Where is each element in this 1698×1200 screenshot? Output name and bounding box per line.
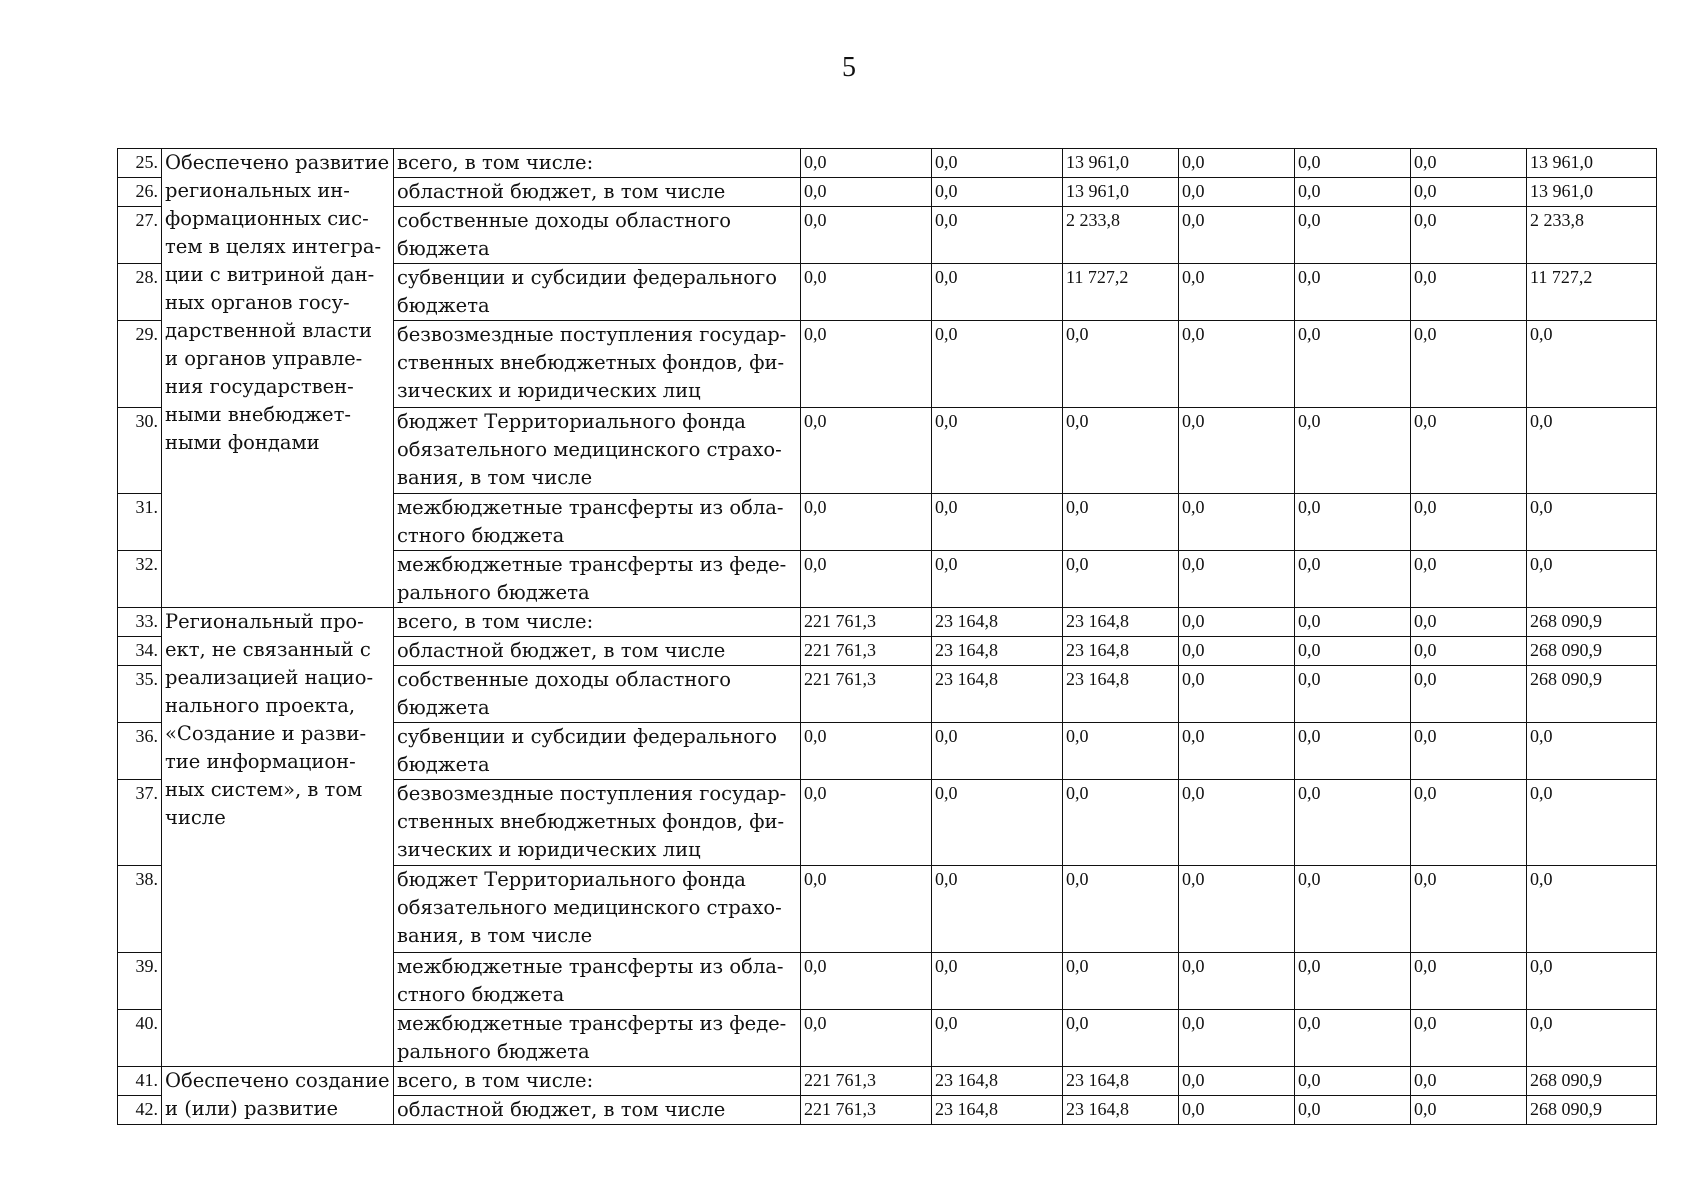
funding-source: межбюджетные трансферты из обла-стного бюджета bbox=[394, 494, 801, 551]
year-value: 0,0 bbox=[1295, 178, 1411, 207]
table-body bbox=[118, 149, 1657, 1125]
year-value: 0,0 bbox=[1411, 723, 1527, 780]
total-value: 0,0 bbox=[1527, 494, 1657, 551]
year-value: 0,0 bbox=[1063, 953, 1179, 1010]
row-number: 39. bbox=[118, 953, 162, 1010]
funding-source: всего, в том числе: bbox=[394, 149, 801, 178]
year-value: 0,0 bbox=[1411, 953, 1527, 1010]
total-value: 268 090,9 bbox=[1527, 1067, 1657, 1096]
year-value: 0,0 bbox=[932, 1010, 1063, 1067]
funding-source: собственные доходы областного бюджета bbox=[394, 207, 801, 264]
year-value: 0,0 bbox=[932, 149, 1063, 178]
year-value: 0,0 bbox=[1179, 149, 1295, 178]
total-value: 0,0 bbox=[1527, 780, 1657, 866]
row-number: 29. bbox=[118, 321, 162, 408]
total-value: 268 090,9 bbox=[1527, 608, 1657, 637]
total-value: 268 090,9 bbox=[1527, 637, 1657, 666]
year-value: 0,0 bbox=[1411, 1096, 1527, 1125]
row-number: 28. bbox=[118, 264, 162, 321]
year-value: 23 164,8 bbox=[1063, 1067, 1179, 1096]
year-value: 0,0 bbox=[1411, 207, 1527, 264]
funding-source: межбюджетные трансферты из обла-стного бюджета bbox=[394, 953, 801, 1010]
indicator-name: Обеспечено развитие региональных ин-формационных сис-тем в целях интегра-ции с витриной дан-ных органов госу-дарственной власти и органов управле-ния государствен-ными внебюджет-ными фондами bbox=[162, 149, 394, 608]
year-value: 11 727,2 bbox=[1063, 264, 1179, 321]
year-value: 0,0 bbox=[932, 953, 1063, 1010]
year-value: 0,0 bbox=[801, 149, 932, 178]
funding-source: межбюджетные трансферты из феде-рального бюджета bbox=[394, 1010, 801, 1067]
year-value: 0,0 bbox=[801, 408, 932, 494]
row-number: 32. bbox=[118, 551, 162, 608]
year-value: 0,0 bbox=[801, 178, 932, 207]
budget-table bbox=[117, 148, 1657, 1125]
row-number: 42. bbox=[118, 1096, 162, 1125]
year-value: 0,0 bbox=[1411, 637, 1527, 666]
year-value: 0,0 bbox=[1411, 494, 1527, 551]
year-value: 0,0 bbox=[1063, 494, 1179, 551]
indicator-name: Региональный про-ект, не связанный с реализацией нацио-нального проекта, «Создание и разви-тие информацион-ных систем», в том числе bbox=[162, 608, 394, 1067]
funding-source: областной бюджет, в том числе bbox=[394, 637, 801, 666]
year-value: 0,0 bbox=[1179, 637, 1295, 666]
year-value: 23 164,8 bbox=[932, 637, 1063, 666]
year-value: 0,0 bbox=[1063, 866, 1179, 953]
year-value: 0,0 bbox=[1295, 637, 1411, 666]
year-value: 0,0 bbox=[1295, 149, 1411, 178]
total-value: 0,0 bbox=[1527, 408, 1657, 494]
row-number: 26. bbox=[118, 178, 162, 207]
year-value: 13 961,0 bbox=[1063, 178, 1179, 207]
year-value: 23 164,8 bbox=[1063, 608, 1179, 637]
year-value: 0,0 bbox=[1411, 1010, 1527, 1067]
row-number: 38. bbox=[118, 866, 162, 953]
table-row bbox=[118, 608, 1657, 637]
row-number: 37. bbox=[118, 780, 162, 866]
year-value: 23 164,8 bbox=[1063, 637, 1179, 666]
funding-source: всего, в том числе: bbox=[394, 1067, 801, 1096]
year-value: 0,0 bbox=[1295, 780, 1411, 866]
year-value: 0,0 bbox=[1411, 408, 1527, 494]
year-value: 0,0 bbox=[1295, 494, 1411, 551]
year-value: 0,0 bbox=[1179, 494, 1295, 551]
year-value: 13 961,0 bbox=[1063, 149, 1179, 178]
funding-source: бюджет Территориального фонда обязательного медицинского страхо-вания, в том числе bbox=[394, 866, 801, 953]
year-value: 0,0 bbox=[1295, 408, 1411, 494]
year-value: 221 761,3 bbox=[801, 666, 932, 723]
funding-source: субвенции и субсидии федерального бюджета bbox=[394, 264, 801, 321]
funding-source: всего, в том числе: bbox=[394, 608, 801, 637]
year-value: 0,0 bbox=[932, 723, 1063, 780]
year-value: 23 164,8 bbox=[1063, 1096, 1179, 1125]
year-value: 221 761,3 bbox=[801, 1067, 932, 1096]
year-value: 0,0 bbox=[1411, 149, 1527, 178]
total-value: 268 090,9 bbox=[1527, 1096, 1657, 1125]
funding-source: бюджет Территориального фонда обязательного медицинского страхо-вания, в том числе bbox=[394, 408, 801, 494]
year-value: 0,0 bbox=[801, 1010, 932, 1067]
funding-source: безвозмездные поступления государ-ственных внебюджетных фондов, фи-зических и юридических лиц bbox=[394, 780, 801, 866]
year-value: 0,0 bbox=[1295, 207, 1411, 264]
year-value: 0,0 bbox=[932, 178, 1063, 207]
year-value: 0,0 bbox=[801, 321, 932, 408]
year-value: 0,0 bbox=[1179, 866, 1295, 953]
year-value: 0,0 bbox=[1295, 953, 1411, 1010]
year-value: 0,0 bbox=[1295, 608, 1411, 637]
year-value: 0,0 bbox=[1295, 723, 1411, 780]
funding-source: безвозмездные поступления государ-ственных внебюджетных фондов, фи-зических и юридических лиц bbox=[394, 321, 801, 408]
row-number: 30. bbox=[118, 408, 162, 494]
year-value: 0,0 bbox=[1295, 866, 1411, 953]
row-number: 31. bbox=[118, 494, 162, 551]
year-value: 0,0 bbox=[932, 264, 1063, 321]
total-value: 0,0 bbox=[1527, 1010, 1657, 1067]
year-value: 0,0 bbox=[932, 780, 1063, 866]
year-value: 0,0 bbox=[801, 494, 932, 551]
row-number: 35. bbox=[118, 666, 162, 723]
year-value: 23 164,8 bbox=[932, 1096, 1063, 1125]
year-value: 0,0 bbox=[801, 953, 932, 1010]
year-value: 0,0 bbox=[1063, 780, 1179, 866]
year-value: 0,0 bbox=[1179, 780, 1295, 866]
year-value: 0,0 bbox=[801, 780, 932, 866]
year-value: 221 761,3 bbox=[801, 637, 932, 666]
table-row bbox=[118, 1067, 1657, 1096]
row-number: 36. bbox=[118, 723, 162, 780]
year-value: 0,0 bbox=[801, 723, 932, 780]
row-number: 33. bbox=[118, 608, 162, 637]
year-value: 0,0 bbox=[1295, 551, 1411, 608]
row-number: 25. bbox=[118, 149, 162, 178]
year-value: 0,0 bbox=[1179, 608, 1295, 637]
year-value: 0,0 bbox=[1179, 723, 1295, 780]
year-value: 23 164,8 bbox=[1063, 666, 1179, 723]
total-value: 11 727,2 bbox=[1527, 264, 1657, 321]
row-number: 27. bbox=[118, 207, 162, 264]
year-value: 0,0 bbox=[1179, 953, 1295, 1010]
year-value: 0,0 bbox=[1063, 1010, 1179, 1067]
year-value: 0,0 bbox=[1063, 408, 1179, 494]
year-value: 0,0 bbox=[1179, 666, 1295, 723]
year-value: 0,0 bbox=[801, 551, 932, 608]
year-value: 0,0 bbox=[1063, 321, 1179, 408]
year-value: 0,0 bbox=[1411, 1067, 1527, 1096]
table-row bbox=[118, 149, 1657, 178]
year-value: 23 164,8 bbox=[932, 666, 1063, 723]
row-number: 41. bbox=[118, 1067, 162, 1096]
year-value: 0,0 bbox=[1179, 1096, 1295, 1125]
year-value: 0,0 bbox=[1411, 321, 1527, 408]
year-value: 0,0 bbox=[932, 494, 1063, 551]
year-value: 0,0 bbox=[1179, 551, 1295, 608]
funding-source: собственные доходы областного бюджета bbox=[394, 666, 801, 723]
year-value: 23 164,8 bbox=[932, 608, 1063, 637]
total-value: 13 961,0 bbox=[1527, 178, 1657, 207]
year-value: 0,0 bbox=[932, 321, 1063, 408]
year-value: 0,0 bbox=[1411, 551, 1527, 608]
funding-source: областной бюджет, в том числе bbox=[394, 178, 801, 207]
year-value: 0,0 bbox=[1295, 264, 1411, 321]
page-number: 5 bbox=[842, 52, 856, 83]
total-value: 0,0 bbox=[1527, 723, 1657, 780]
year-value: 0,0 bbox=[1179, 1067, 1295, 1096]
year-value: 0,0 bbox=[932, 207, 1063, 264]
year-value: 221 761,3 bbox=[801, 608, 932, 637]
year-value: 0,0 bbox=[932, 408, 1063, 494]
year-value: 0,0 bbox=[1179, 264, 1295, 321]
year-value: 0,0 bbox=[801, 207, 932, 264]
indicator-name: Обеспечено создание и (или) развитие bbox=[162, 1067, 394, 1125]
funding-source: субвенции и субсидии федерального бюджета bbox=[394, 723, 801, 780]
year-value: 0,0 bbox=[801, 866, 932, 953]
year-value: 0,0 bbox=[1411, 780, 1527, 866]
year-value: 0,0 bbox=[1411, 666, 1527, 723]
year-value: 0,0 bbox=[1179, 207, 1295, 264]
year-value: 2 233,8 bbox=[1063, 207, 1179, 264]
year-value: 0,0 bbox=[932, 551, 1063, 608]
year-value: 0,0 bbox=[1411, 178, 1527, 207]
total-value: 0,0 bbox=[1527, 551, 1657, 608]
row-number: 34. bbox=[118, 637, 162, 666]
year-value: 0,0 bbox=[1295, 1067, 1411, 1096]
year-value: 0,0 bbox=[1411, 608, 1527, 637]
year-value: 0,0 bbox=[1063, 723, 1179, 780]
total-value: 0,0 bbox=[1527, 866, 1657, 953]
year-value: 23 164,8 bbox=[932, 1067, 1063, 1096]
year-value: 0,0 bbox=[1295, 1010, 1411, 1067]
total-value: 2 233,8 bbox=[1527, 207, 1657, 264]
year-value: 0,0 bbox=[1295, 321, 1411, 408]
total-value: 268 090,9 bbox=[1527, 666, 1657, 723]
year-value: 0,0 bbox=[1179, 178, 1295, 207]
year-value: 0,0 bbox=[1295, 1096, 1411, 1125]
row-number: 40. bbox=[118, 1010, 162, 1067]
total-value: 0,0 bbox=[1527, 321, 1657, 408]
funding-source: межбюджетные трансферты из феде-рального бюджета bbox=[394, 551, 801, 608]
total-value: 13 961,0 bbox=[1527, 149, 1657, 178]
funding-source: областной бюджет, в том числе bbox=[394, 1096, 801, 1125]
year-value: 0,0 bbox=[1179, 408, 1295, 494]
year-value: 0,0 bbox=[932, 866, 1063, 953]
year-value: 0,0 bbox=[1295, 666, 1411, 723]
year-value: 0,0 bbox=[1411, 866, 1527, 953]
year-value: 0,0 bbox=[1179, 321, 1295, 408]
total-value: 0,0 bbox=[1527, 953, 1657, 1010]
year-value: 0,0 bbox=[1063, 551, 1179, 608]
year-value: 221 761,3 bbox=[801, 1096, 932, 1125]
year-value: 0,0 bbox=[1411, 264, 1527, 321]
year-value: 0,0 bbox=[801, 264, 932, 321]
year-value: 0,0 bbox=[1179, 1010, 1295, 1067]
